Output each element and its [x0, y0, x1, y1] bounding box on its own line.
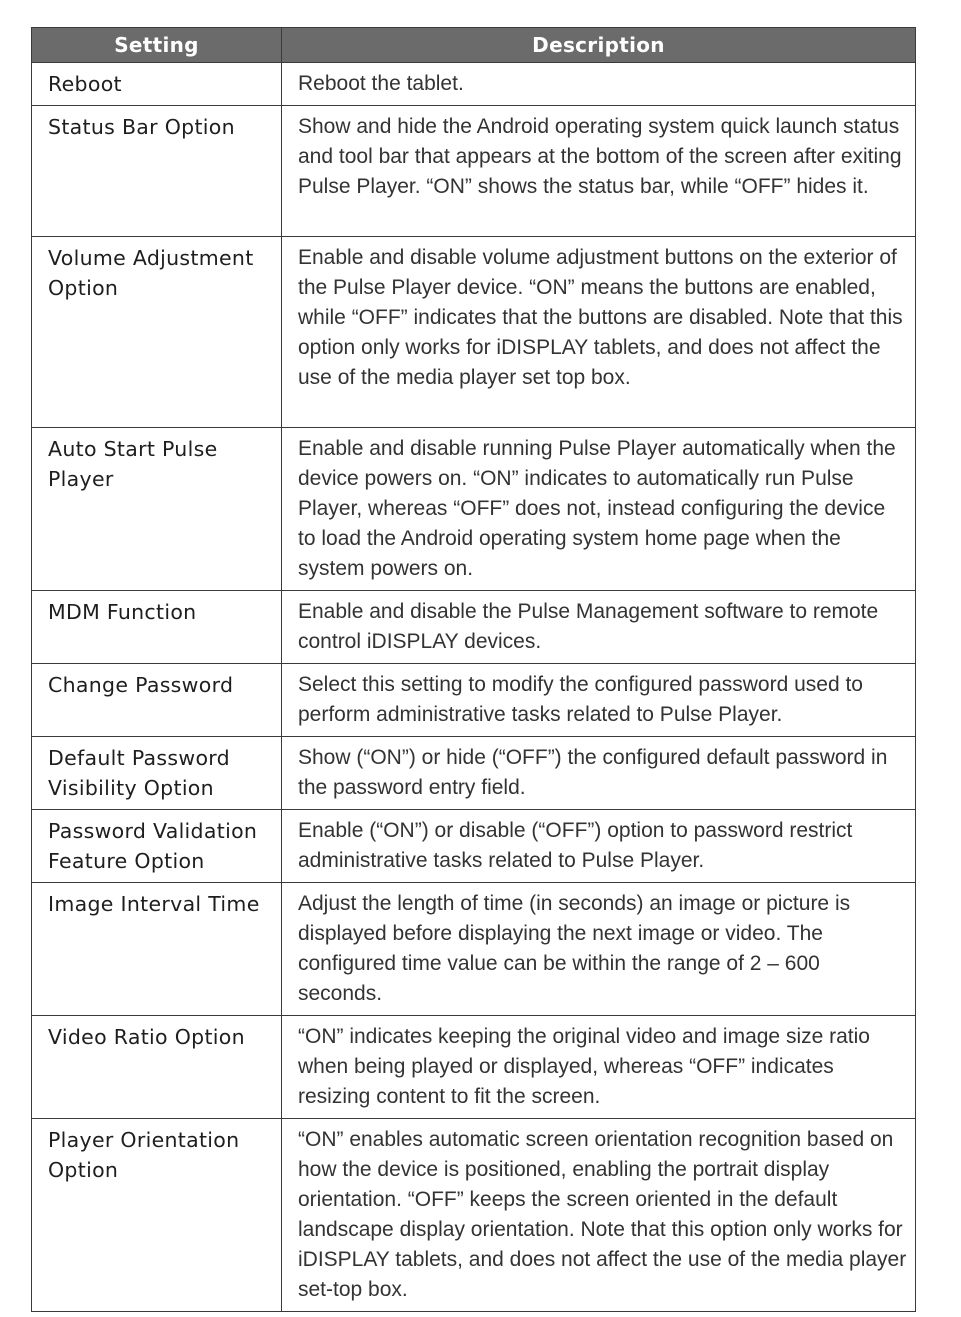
- header-setting: Setting: [32, 28, 282, 63]
- setting-description: Enable and disable the Pulse Management software to remote control iDISPLAY devices.: [282, 591, 916, 664]
- table-row: [32, 63, 916, 106]
- setting-description: Enable (“ON”) or disable (“OFF”) option to password restrict administrative tasks related to Pulse Player.: [282, 810, 916, 883]
- table-row: [32, 1119, 916, 1312]
- setting-description: “ON” enables automatic screen orientation recognition based on how the device is positioned, enabling the portrait display orientation. “OFF” keeps the screen oriented in the default landscape display orientation. Note that this option only works for iDISPLAY tablets, and does not affect the use of the media player set-top box.: [282, 1119, 916, 1312]
- setting-name: Volume Adjustment Option: [32, 237, 282, 428]
- setting-name: Reboot: [32, 63, 282, 106]
- table-row: [32, 428, 916, 591]
- setting-name: Status Bar Option: [32, 106, 282, 237]
- setting-description: Enable and disable running Pulse Player automatically when the device powers on. “ON” indicates to automatically run Pulse Player, whereas “OFF” does not, instead configuring the device to load the Android operating system home page when the system powers on.: [282, 428, 916, 591]
- setting-name: Password Validation Feature Option: [32, 810, 282, 883]
- setting-name: Change Password: [32, 664, 282, 737]
- setting-name: Video Ratio Option: [32, 1016, 282, 1119]
- setting-description: Select this setting to modify the configured password used to perform administrative tasks related to Pulse Player.: [282, 664, 916, 737]
- setting-description: Show and hide the Android operating system quick launch status and tool bar that appears at the bottom of the screen after exiting Pulse Player. “ON” shows the status bar, while “OFF” hides it.: [282, 106, 916, 237]
- table-row: [32, 237, 916, 428]
- setting-name: Player Orientation Option: [32, 1119, 282, 1312]
- table-row: [32, 737, 916, 810]
- setting-name: Image Interval Time: [32, 883, 282, 1016]
- header-row: [32, 28, 916, 63]
- setting-description: Enable and disable volume adjustment buttons on the exterior of the Pulse Player device. “ON” means the buttons are enabled, while “OFF” indicates that the buttons are disabled. Note that this option only works for iDISPLAY tablets, and does not affect the use of the media player set top box.: [282, 237, 916, 428]
- table-row: [32, 810, 916, 883]
- table-row: [32, 106, 916, 237]
- table-row: [32, 883, 916, 1016]
- setting-description: Adjust the length of time (in seconds) an image or picture is displayed before displaying the next image or video. The configured time value can be within the range of 2 – 600 seconds.: [282, 883, 916, 1016]
- setting-description: Show (“ON”) or hide (“OFF”) the configured default password in the password entry field.: [282, 737, 916, 810]
- setting-name: MDM Function: [32, 591, 282, 664]
- table-row: [32, 1016, 916, 1119]
- settings-table: [31, 27, 916, 1312]
- table-row: [32, 664, 916, 737]
- setting-description: Reboot the tablet.: [282, 63, 916, 106]
- header-description: Description: [282, 28, 916, 63]
- setting-name: Auto Start Pulse Player: [32, 428, 282, 591]
- setting-name: Default Password Visibility Option: [32, 737, 282, 810]
- table-row: [32, 591, 916, 664]
- setting-description: “ON” indicates keeping the original video and image size ratio when being played or displayed, whereas “OFF” indicates resizing content to fit the screen.: [282, 1016, 916, 1119]
